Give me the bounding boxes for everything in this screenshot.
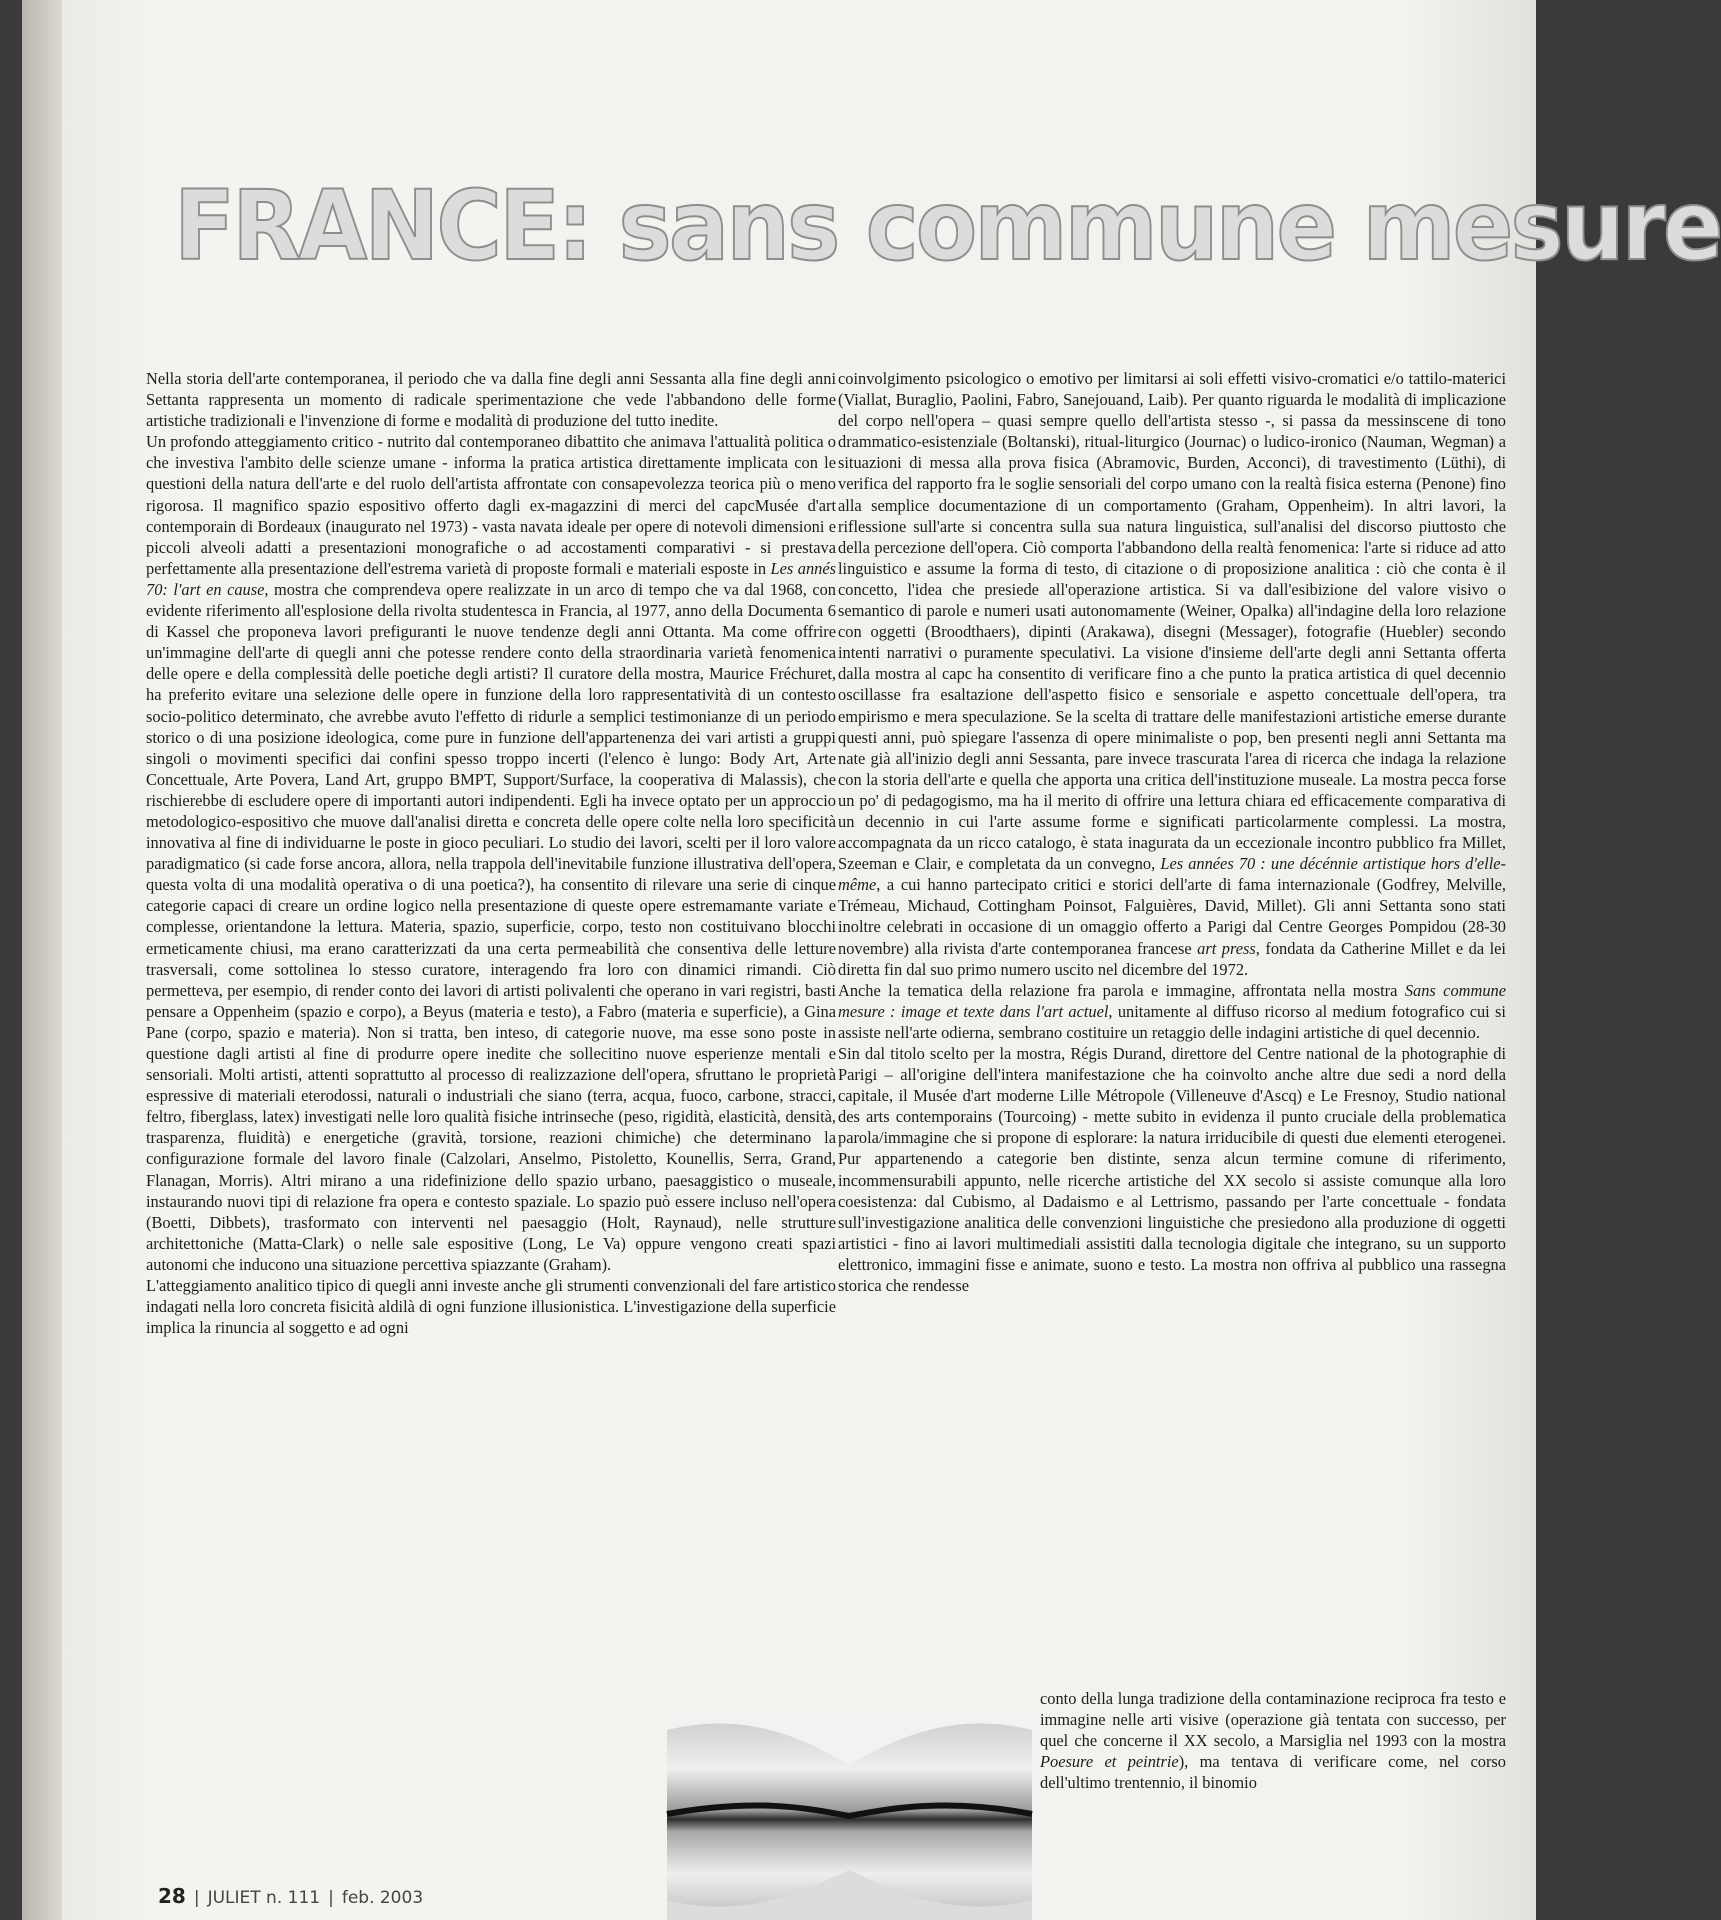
exhibition-title: Les annés 70: l'art en cause xyxy=(146,558,836,599)
exhibition-title: Poesure et peintrie xyxy=(1040,1752,1179,1772)
conference-title: Les années 70 : une décénnie artistique hors d'elle-même xyxy=(838,854,1506,895)
magazine-page xyxy=(22,0,1721,1920)
paragraph: Nella storia dell'arte contemporanea, il periodo che va dalla fine degli anni Sessanta alla fine degli anni Settanta rappresenta un momento di radicale sperimentazione che vede l'abbandono delle forme artistiche tradizionali e l'invenzione di forme e modalità di produzione del tutto inedite. xyxy=(146,369,836,431)
paragraph: Un profondo atteggiamento critico - nutrito dal contemporaneo dibattito che animava l'attualità politica o che investiva l'ambito delle scienze umane - informa la pratica artistica direttamente implicata con le questioni della natura dell'arte e del ruolo dell'artista affrontate con consapevolezza teorica più o meno rigorosa. Il magnifico spazio espositivo offerto dagli ex-magazzini di merci del capcMusée d'art contemporain di Bordeaux (inaugurato nel 1973) - vasta navata ideale per opere di notevoli dimensioni e piccoli alveoli adatti a presentazioni monografiche o ad accostamenti comparativi - si prestava perfettamente alla presentazione dell'estrema varietà di proposte formali e materiali esposte in Les annés 70: l'art en cause, mostra che comprendeva opere realizzate in un arco di tempo che va dal 1968, con evidente riferimento all'esplosione della rivolta studentesca in Francia, al 1977, anno della Documenta 6 di Kassel che proponeva lavori prefiguranti le nuove tendenze degli anni Ottanta. Ma come offrire un'immagine dell'arte di quegli anni che potesse rendere conto della straordinaria varietà fenomenica delle opere e della complessità delle poetiche degli artisti? Il curatore della mostra, Maurice Fréchuret, ha preferito evitare una selezione delle opere in funzione della loro rappresentatività di un contesto socio-politico determinato, che avrebbe avuto l'effetto di ridurle a semplici testimonianze di un periodo storico o di una posizione ideologica, come pure in funzione dell'appartenenza dei vari artisti a gruppi singoli o movimenti specifici dai confini spesso troppo incerti (l'elenco è lungo: Body Art, Arte Concettuale, Arte Povera, Land Art, gruppo BMPT, Support/Surface, la cooperativa di Malassis), che rischierebbe di escludere opere di importanti autori indipendenti. Egli ha invece optato per un approccio metodologico-espositivo che muove dall'analisi diretta e concreta delle opere colte nella loro specificità innovativa al fine di individuarne le poste in gioco peculiari. Lo studio dei lavori, scelti per il loro valore paradigmatico (si cade forse ancora, allora, nella trappola dell'inevitabile funzione illustrativa dell'opera, questa volta di una modalità operativa o di una poetica?), ha consentito di rilevare una serie di cinque categorie capaci di creare un ordine logico nella presentazione di queste opere estremamante variate e complesse, orientandone la lettura. Materia, spazio, superficie, corpo, testo non costituivano blocchi ermeticamente chiusi, ma erano caratterizzati da una certa permeabilità che consentiva delle letture trasversali, come sottolinea lo stesso curatore, interagendo fra loro con dinamici rimandi. Ciò permetteva, per esempio, di render conto dei lavori di artisti polivalenti che operano in vari registri, basti pensare a Oppenheim (spazio e corpo), a Beyus (materia e testo), a Fabro (materia e superficie), a Gina Pane (corpo, spazio e materia). Non si tratta, ben inteso, di categorie nuove, ma esse sono poste in questione dagli artisti al fine di produrre opere inedite che sollecitino nuove esperienze mentali e sensoriali. Molti artisti, attenti soprattutto al processo di realizzazione dell'opera, sfruttano le proprietà espressive di materiali eterodossi, naturali o industriali che siano (terra, acqua, fuoco, carbone, stracci, feltro, fiberglass, latex) investigati nelle loro qualità fisiche intrinseche (peso, rigidità, elasticità, densità, trasparenza, fluidità) e energetiche (gravità, torsione, reazioni chimiche) che determinano la configurazione formale del lavoro finale (Calzolari, Anselmo, Pistoletto, Kounellis, Serra, Grand, Flanagan, Morris). Altri mirano a una ridefinizione dello spazio urbano, paesaggistico o museale, instaurando nuovi tipi di relazione fra opera e contesto spaziale. Lo spazio può essere incluso nell'opera (Boetti, Dibbets), trasformato con interventi nel paesaggio (Holt, Raynaud), nelle strutture architettoniche (Matta-Clark) o nelle sale espositive (Long, Le Va) oppure vengono creati spazi autonomi che inducono una situazione percettiva spiazzante (Graham). xyxy=(146,432,837,1274)
paragraph: coinvolgimento psicologico o emotivo per limitarsi ai soli effetti visivo-cromatici e/o tattilo-materici (Viallat, Buraglio, Paolini, Fabro, Sanejouand, Laib). Per quanto riguarda le modalità di implicazione del corpo nell'opera – quasi sempre quello dell'artista stesso -, si passa da messinscene di tono drammatico-esistenziale (Boltanski), ritual-liturgico (Journac) o ludico-ironico (Nauman, Wegman) a situazioni di messa alla prova fisica (Abramovic, Burden, Acconci), di travestimento (Lüthi), di verifica del rapporto fra le soglie sensoriali del corpo umano con la realtà fisica esterna (Penone) fino alla semplice documentazione di un comportamento (Graham, Oppenheim). In altri lavori, la riflessione sull'arte si concentra sulla sua natura linguistica, sull'analisi del discorso piuttosto che della percezione dell'opera. Ciò comporta l'abbandono della realtà fenomenica: l'arte si riduce ad atto linguistico e assume la forma di testo, di citazione o di proposizione analitica : ciò che conta è il concetto, l'idea che presiede all'operazione artistica. Si va dall'esibizione del valore visivo o semantico di parole e numeri usati autonomamente (Weiner, Opalka) all'indagine della loro relazione con oggetti (Broodthaers), dipinti (Arakawa), disegni (Messager), fotografie (Huebler) secondo intenti narrativi o puramente speculativi. La visione d'insieme dell'arte degli anni Settanta offerta dalla mostra al capc ha consentito di verificare fino a che punto la pratica artistica di quel decennio oscillasse fra esaltazione dell'aspetto fisico e sensoriale e aspetto concettuale dell'opera, tra empirismo e mera speculazione. Se la scelta di trattare delle manifestazioni artistiche emerse durante questi anni, può spiegare l'assenza di opere minimaliste o pop, ben presenti negli anni Settanta ma nate già all'inizio degli anni Sessanta, pare invece trascurata l'area di ricerca che indaga la relazione con la storia dell'arte e quella che apporta una critica dell'instituzione museale. La mostra pecca forse un po' di pedagogismo, ma ha il merito di offrire una lettura chiara ed efficacemente comparativa di un decennio in cui l'arte assume forme e significati particolarmente complessi. La mostra, accompagnata da un ricco catalogo, è stata inagurata da un eccezionale incontro pubblico fra Millet, Szeeman e Clair, e completata da un convegno, Les années 70 : une décénnie artistique hors d'elle-même, a cui hanno partecipato critici e storici dell'arte di fama internazionale (Godfrey, Melville, Trémeau, Michaud, Cottingham Poinsot, Falguières, David, Millet). Gli anni Settanta sono stati inoltre celebrati in occasione di un omaggio offerto a Parigi dal Centre Georges Pompidou (28-30 novembre) alla rivista d'arte contemporanea francese art press, fondata da Catherine Millet e da lei diretta fin dal suo primo numero uscito nel dicembre del 1972. xyxy=(838,369,1506,979)
page-footer: 28 | JULIET n. 111 | feb. 2003 xyxy=(158,1884,424,1908)
lips-photograph xyxy=(667,1710,1032,1920)
paragraph: conto della lunga tradizione della contaminazione reciproca fra testo e immagine nelle arti visive (operazione già tentata con successo, per quel che concerne il XX secolo, a Marsiglia nel 1993 con la mostra Poesure et peintrie), ma tentava di verificare come, nel corso dell'ultimo trentennio, il binomio xyxy=(1040,1689,1507,1793)
article-column-left xyxy=(146,368,836,1338)
magazine-name: art press xyxy=(1197,938,1256,958)
issue-date: feb. 2003 xyxy=(341,1888,424,1908)
paragraph: Anche la tematica della relazione fra parola e immagine, affrontata nella mostra Sans commune mesure : image et texte dans l'art actuel, unitamente al diffuso ricorso al medium fotografico cui si assiste nell'arte odierna, sembrano costituire un retaggio delle indagini artistiche di quel decennio. xyxy=(838,980,1506,1042)
lips-shape-icon xyxy=(667,1710,1032,1920)
page-spine-shadow xyxy=(22,0,62,1920)
article-headline: FRANCE: sans commune mesure xyxy=(174,170,1721,282)
paragraph: L'atteggiamento analitico tipico di quegli anni investe anche gli strumenti convenzionali del fare artistico indagati nella loro concreta fisicità aldilà di ogni funzione illusionistica. L'investigazione della superficie implica la rinuncia al soggetto e ad ogni xyxy=(146,1276,836,1338)
exhibition-title: Sans commune mesure : image et texte dans l'art actuel xyxy=(838,980,1506,1021)
article-column-right-lower xyxy=(1040,1688,1506,1793)
magazine-issue: JULIET n. 111 xyxy=(207,1888,321,1908)
paragraph: Sin dal titolo scelto per la mostra, Régis Durand, direttore del Centre national de la photographie di Parigi – all'origine dell'intera manifestazione che ha coinvolto anche altre due sedi a nord della capitale, il Musée d'art moderne Lille Métropole (Villeneuve d'Ascq) e Le Fresnoy, Studio national des arts contemporains (Tourcoing) - mette subito in evidenza il punto cruciale della problematica parola/immagine che si propone di esplorare: la natura irriducibile di questi due elementi eterogenei. Pur appartenendo a categorie ben distinte, senza alcun termine comune di riferimento, incommensurabili appunto, nelle ricerche artistiche del XX secolo si assiste comunque alla loro coesistenza: dal Cubismo, al Dadaismo e al Lettrismo, passando per l'arte concettuale - fondata sull'investigazione analitica delle convenzioni linguistiche che presiedono alla produzione di oggetti artistici - fino ai lavori multimediali assistiti dalla tecnologia digitale che integrano, su un supporto elettronico, immagini fisse e animate, suono e testo. La mostra non offriva al pubblico una rassegna storica che rendesse xyxy=(838,1044,1506,1296)
article-column-right xyxy=(838,368,1506,1296)
page-number: 28 xyxy=(158,1884,186,1908)
